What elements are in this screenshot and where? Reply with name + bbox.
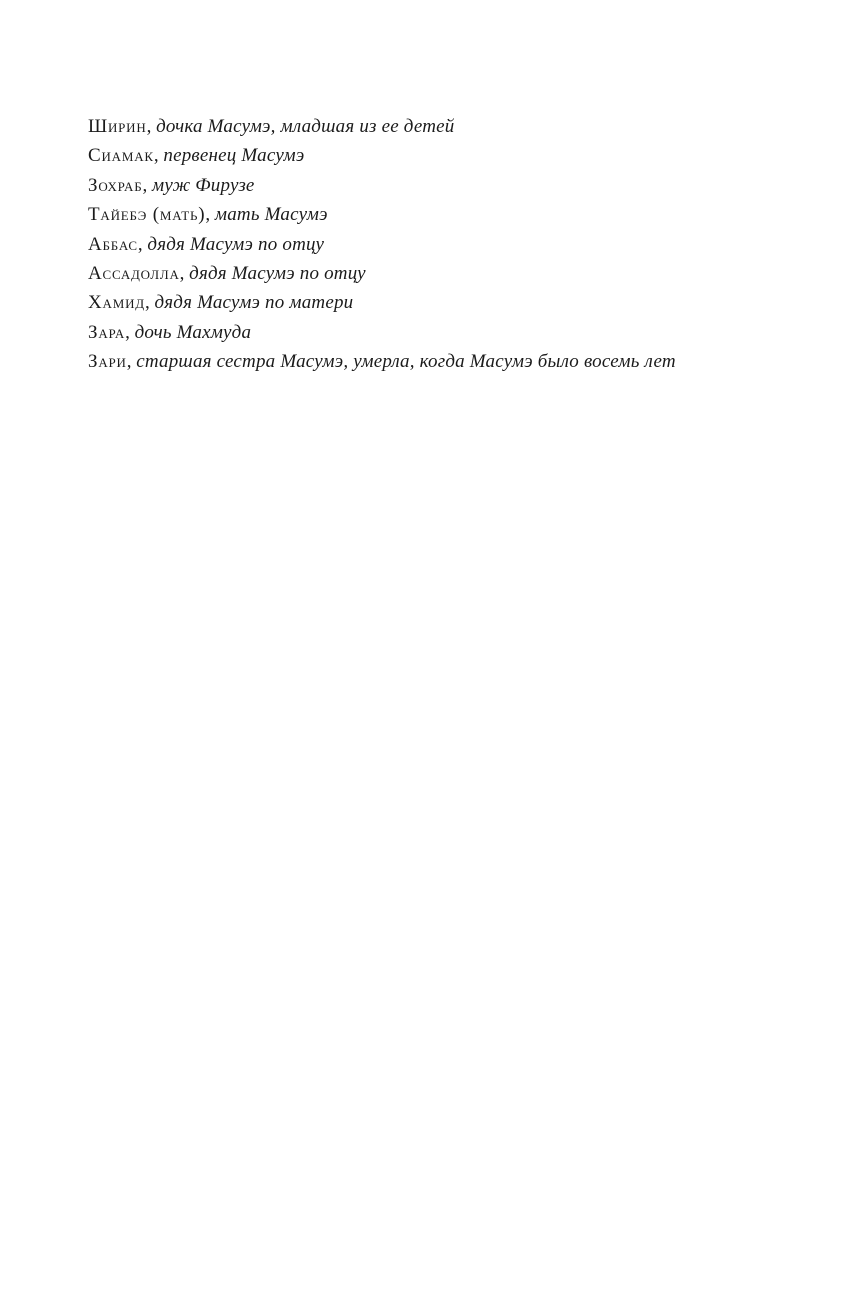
name-desc-separator: , bbox=[179, 263, 190, 285]
character-name: Ширин bbox=[88, 116, 147, 137]
character-description: дядя Масумэ по матери bbox=[154, 292, 354, 314]
character-description: муж Фирузе bbox=[152, 174, 255, 196]
character-description: старшая сестра Масумэ, умерла, когда Масумэ было восемь лет bbox=[136, 351, 676, 373]
character-name: Зара bbox=[88, 321, 126, 343]
character-entry bbox=[88, 259, 786, 288]
character-name: Хамид bbox=[88, 292, 145, 314]
character-entry bbox=[88, 200, 786, 229]
name-desc-separator: , bbox=[153, 145, 164, 167]
character-entry bbox=[88, 318, 786, 347]
character-description: дочь Махмуда bbox=[134, 321, 252, 343]
name-desc-separator: , bbox=[205, 204, 215, 226]
character-name: Тайебэ (мать) bbox=[88, 204, 206, 226]
character-list bbox=[88, 112, 786, 377]
character-name: Зохраб bbox=[88, 174, 143, 196]
character-description: мать Масумэ bbox=[214, 204, 328, 226]
character-name: Сиамак bbox=[88, 145, 154, 167]
character-entry bbox=[88, 141, 786, 170]
character-description: дядя Масумэ по отцу bbox=[147, 233, 325, 255]
character-name: Ассадолла bbox=[88, 263, 180, 285]
character-entry bbox=[88, 171, 786, 200]
character-description: дочка Масумэ, младшая из ее детей bbox=[156, 116, 455, 137]
character-name: Аббас bbox=[88, 233, 138, 255]
name-desc-separator: , bbox=[146, 116, 157, 137]
character-description: первенец Масумэ bbox=[163, 145, 305, 167]
name-desc-separator: , bbox=[142, 174, 152, 196]
character-entry bbox=[88, 347, 786, 376]
character-name: Зари bbox=[88, 351, 127, 373]
name-desc-separator: , bbox=[137, 233, 148, 255]
name-desc-separator: , bbox=[125, 321, 135, 343]
name-desc-separator: , bbox=[144, 292, 155, 314]
name-desc-separator: , bbox=[126, 351, 137, 373]
character-entry bbox=[88, 112, 786, 141]
character-entry bbox=[88, 288, 786, 317]
character-entry bbox=[88, 230, 786, 259]
character-description: дядя Масумэ по отцу bbox=[189, 263, 366, 285]
